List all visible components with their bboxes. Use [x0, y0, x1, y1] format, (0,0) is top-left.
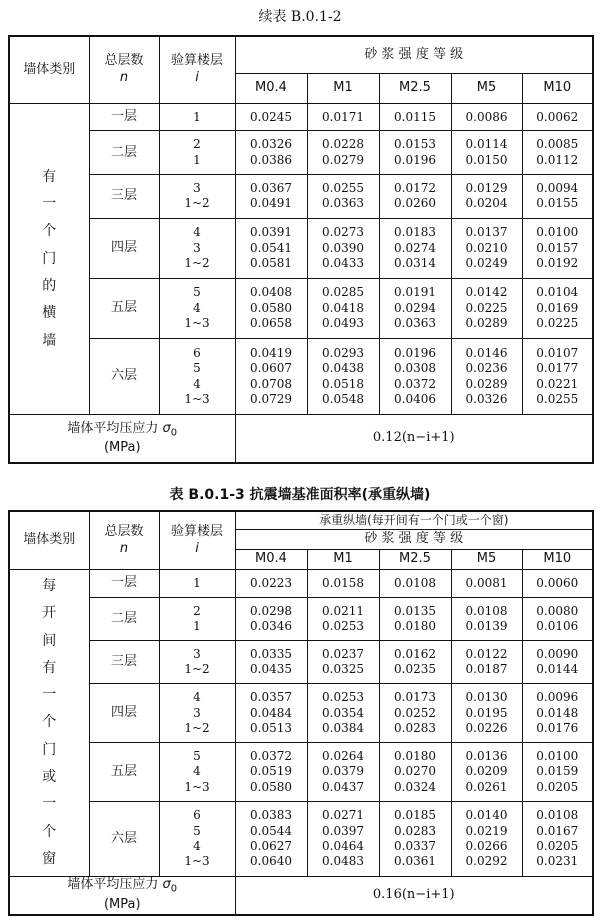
ratio-cell: 0.0108: [379, 570, 451, 597]
table-row: [9, 104, 593, 131]
check-floor-cell: 4 3 1~2: [159, 218, 235, 278]
ratio-cell: 0.0062: [522, 104, 593, 131]
ratio-cell: 0.0298 0.0346: [235, 597, 307, 640]
ratio-cell: 0.0273 0.0390 0.0433: [307, 218, 379, 278]
ratio-cell: 0.0140 0.0219 0.0266 0.0292: [451, 802, 522, 877]
ratio-cell: 0.0173 0.0252 0.0283: [379, 684, 451, 743]
header-bearing-wall: 承重纵墙(每开间有一个门或一个窗): [235, 511, 593, 529]
ratio-cell: 0.0191 0.0294 0.0363: [379, 278, 451, 338]
table1-title: 续表 B.0.1-2: [258, 9, 342, 25]
ratio-cell: 0.0135 0.0180: [379, 597, 451, 640]
floor-count-cell: 一层: [89, 570, 159, 597]
ratio-cell: 0.0094 0.0155: [522, 175, 593, 219]
ratio-cell: 0.0100 0.0157 0.0192: [522, 218, 593, 278]
ratio-cell: 0.0237 0.0325: [307, 641, 379, 684]
header-grade: M5: [451, 73, 522, 104]
check-floor-cell: 1: [159, 570, 235, 597]
wall-type-label: 有 一 个 门 的 横 墙: [9, 104, 89, 415]
floor-count-cell: 三层: [89, 641, 159, 684]
header-grade: M10: [522, 550, 593, 570]
ratio-cell: 0.0100 0.0159 0.0205: [522, 743, 593, 802]
ratio-cell: 0.0146 0.0236 0.0289 0.0326: [451, 338, 522, 414]
header-grade: M2.5: [379, 550, 451, 570]
ratio-cell: 0.0158: [307, 570, 379, 597]
floor-count-cell: 五层: [89, 743, 159, 802]
table-row: [9, 570, 593, 597]
ratio-cell: 0.0223: [235, 570, 307, 597]
ratio-cell: 0.0335 0.0435: [235, 641, 307, 684]
table-row: [9, 218, 593, 278]
header-grade: M2.5: [379, 73, 451, 104]
header-grade: M0.4: [235, 550, 307, 570]
check-floor-cell: 6 5 4 1~3: [159, 338, 235, 414]
ratio-cell: 0.0367 0.0491: [235, 175, 307, 219]
floor-count-cell: 五层: [89, 278, 159, 338]
ratio-cell: 0.0357 0.0484 0.0513: [235, 684, 307, 743]
ratio-cell: 0.0171: [307, 104, 379, 131]
floor-count-cell: 四层: [89, 218, 159, 278]
ratio-cell: 0.0326 0.0386: [235, 131, 307, 175]
ratio-cell: 0.0081: [451, 570, 522, 597]
ratio-cell: 0.0183 0.0274 0.0314: [379, 218, 451, 278]
header-grade: M1: [307, 73, 379, 104]
ratio-cell: 0.0185 0.0283 0.0337 0.0361: [379, 802, 451, 877]
header-check-floor: 验算楼层 i: [159, 36, 235, 104]
ratio-cell: 0.0162 0.0235: [379, 641, 451, 684]
floor-count-cell: 六层: [89, 338, 159, 414]
ratio-cell: 0.0137 0.0210 0.0249: [451, 218, 522, 278]
ratio-cell: 0.0264 0.0379 0.0437: [307, 743, 379, 802]
check-floor-cell: 6 5 4 1~3: [159, 802, 235, 877]
ratio-cell: 0.0114 0.0150: [451, 131, 522, 175]
ratio-cell: 0.0107 0.0177 0.0221 0.0255: [522, 338, 593, 414]
check-floor-cell: 5 4 1~3: [159, 278, 235, 338]
header-grade: M5: [451, 550, 522, 570]
ratio-cell: 0.0419 0.0607 0.0708 0.0729: [235, 338, 307, 414]
header-grade: M10: [522, 73, 593, 104]
ratio-cell: 0.0086: [451, 104, 522, 131]
ratio-cell: 0.0293 0.0438 0.0518 0.0548: [307, 338, 379, 414]
ratio-cell: 0.0108 0.0167 0.0205 0.0231: [522, 802, 593, 877]
ratio-cell: 0.0122 0.0187: [451, 641, 522, 684]
header-grade: M0.4: [235, 73, 307, 104]
ratio-cell: 0.0096 0.0148 0.0176: [522, 684, 593, 743]
ratio-cell: 0.0108 0.0139: [451, 597, 522, 640]
ratio-cell: 0.0085 0.0112: [522, 131, 593, 175]
ratio-cell: 0.0228 0.0279: [307, 131, 379, 175]
ratio-cell: 0.0245: [235, 104, 307, 131]
ratio-cell: 0.0211 0.0253: [307, 597, 379, 640]
floor-count-cell: 二层: [89, 131, 159, 175]
check-floor-cell: 3 1~2: [159, 641, 235, 684]
table-row: [9, 338, 593, 414]
table2-title: 表 B.0.1-3 抗震墙基准面积率(承重纵墙): [169, 487, 431, 503]
header-wall-type: 墙体类别: [9, 36, 89, 104]
check-floor-cell: 3 1~2: [159, 175, 235, 219]
ratio-cell: 0.0153 0.0196: [379, 131, 451, 175]
check-floor-cell: 2 1: [159, 131, 235, 175]
ratio-cell: 0.0090 0.0144: [522, 641, 593, 684]
ratio-cell: 0.0115: [379, 104, 451, 131]
ratio-cell: 0.0104 0.0169 0.0225: [522, 278, 593, 338]
header-total-floors: 总层数 n: [89, 36, 159, 104]
check-floor-cell: 5 4 1~3: [159, 743, 235, 802]
table-row: [9, 802, 593, 877]
header-wall-type: 墙体类别: [9, 511, 89, 570]
header-mortar-grade: 砂 浆 强 度 等 级: [235, 529, 593, 549]
ratio-cell: 0.0080 0.0106: [522, 597, 593, 640]
ratio-cell: 0.0172 0.0260: [379, 175, 451, 219]
ratio-cell: 0.0255 0.0363: [307, 175, 379, 219]
header-total-floors: 总层数 n: [89, 511, 159, 570]
floor-count-cell: 三层: [89, 175, 159, 219]
ratio-cell: 0.0408 0.0580 0.0658: [235, 278, 307, 338]
check-floor-cell: 2 1: [159, 597, 235, 640]
ratio-cell: 0.0391 0.0541 0.0581: [235, 218, 307, 278]
table-row: [9, 684, 593, 743]
table-row: [9, 743, 593, 802]
table-row: [9, 278, 593, 338]
floor-count-cell: 二层: [89, 597, 159, 640]
header-grade: M1: [307, 550, 379, 570]
footer-stress-label: 墙体平均压应力 $\sigma_0$ (MPa): [9, 876, 235, 915]
table1: [8, 35, 594, 464]
ratio-cell: 0.0060: [522, 570, 593, 597]
floor-count-cell: 四层: [89, 684, 159, 743]
ratio-cell: 0.0130 0.0195 0.0226: [451, 684, 522, 743]
ratio-cell: 0.0196 0.0308 0.0372 0.0406: [379, 338, 451, 414]
ratio-cell: 0.0142 0.0225 0.0289: [451, 278, 522, 338]
ratio-cell: 0.0372 0.0519 0.0580: [235, 743, 307, 802]
ratio-cell: 0.0285 0.0418 0.0493: [307, 278, 379, 338]
table-row: [9, 175, 593, 219]
table-row: [9, 641, 593, 684]
table-row: [9, 131, 593, 175]
footer-stress-label: 墙体平均压应力 $\sigma_0$ (MPa): [9, 415, 235, 463]
check-floor-cell: 4 3 1~2: [159, 684, 235, 743]
ratio-cell: 0.0129 0.0204: [451, 175, 522, 219]
ratio-cell: 0.0180 0.0270 0.0324: [379, 743, 451, 802]
table-row: [9, 597, 593, 640]
floor-count-cell: 六层: [89, 802, 159, 877]
ratio-cell: 0.0136 0.0209 0.0261: [451, 743, 522, 802]
ratio-cell: 0.0271 0.0397 0.0464 0.0483: [307, 802, 379, 877]
check-floor-cell: 1: [159, 104, 235, 131]
ratio-cell: 0.0253 0.0354 0.0384: [307, 684, 379, 743]
floor-count-cell: 一层: [89, 104, 159, 131]
header-check-floor: 验算楼层 i: [159, 511, 235, 570]
header-mortar-grade: 砂 浆 强 度 等 级: [235, 36, 593, 73]
footer-formula: 0.12(n−i+1): [235, 415, 593, 463]
ratio-cell: 0.0383 0.0544 0.0627 0.0640: [235, 802, 307, 877]
wall-type-label: 每 开 间 有 一 个 门 或 一 个 窗: [9, 570, 89, 876]
footer-formula: 0.16(n−i+1): [235, 876, 593, 915]
table2: [8, 510, 594, 916]
